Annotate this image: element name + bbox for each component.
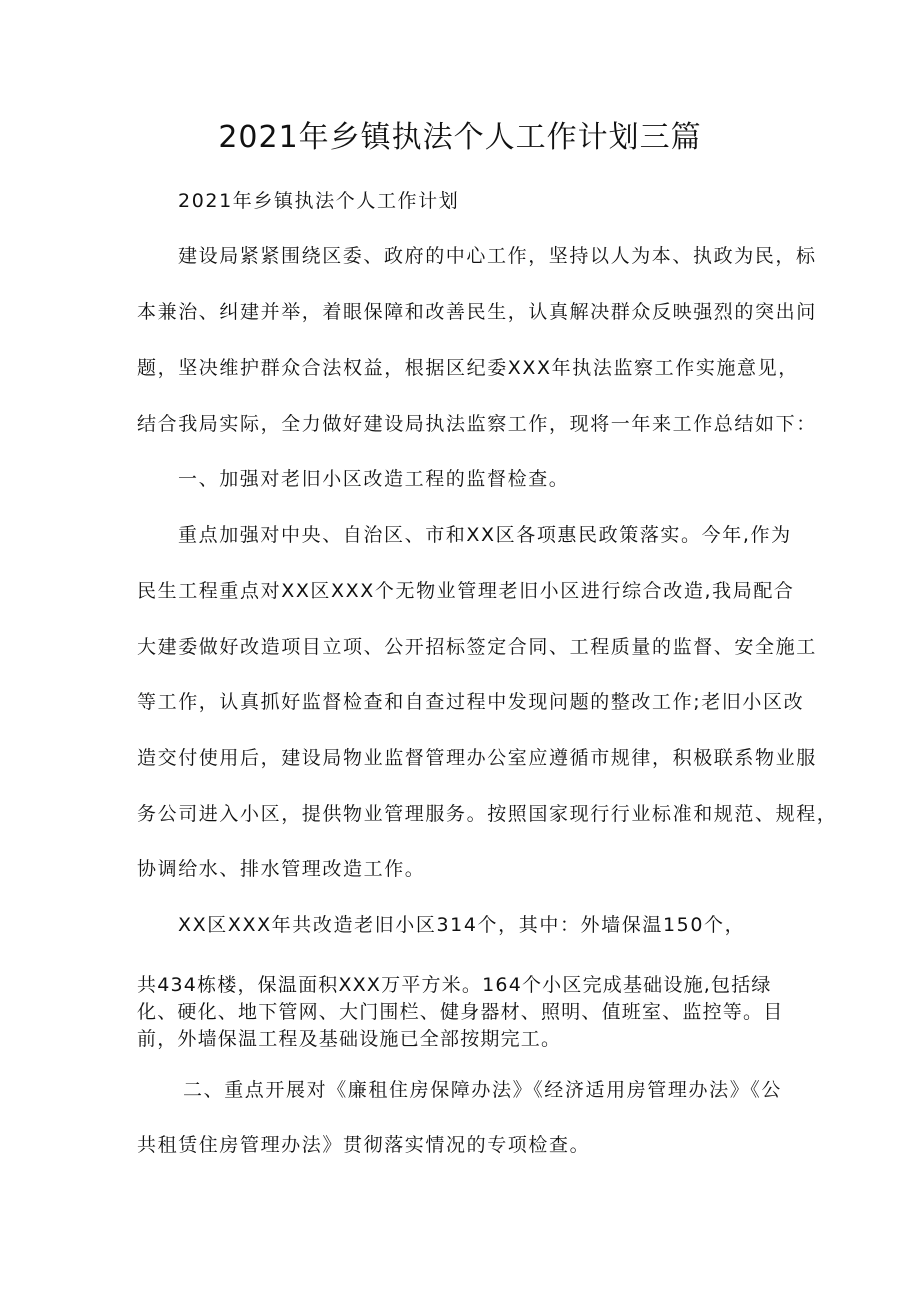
stats-detail-line: 化、硬化、地下管网、大门围栏、健身器材、照明、值班室、监控等。目 — [137, 1001, 784, 1023]
section1-line: 务公司进入小区，提供物业管理服务。按照国家现行行业标准和规范、规程， — [137, 803, 838, 825]
stats-detail-line: 共434栋楼，保温面积XXX万平方米。164个小区完成基础设施,包括绿 — [137, 974, 772, 996]
section1-line: 协调给水、排水管理改造工作。 — [137, 858, 426, 880]
intro-line: 题，坚决维护群众合法权益，根据区纪委XXX年执法监察工作实施意见， — [137, 357, 799, 379]
document-title: 2021年乡镇执法个人工作计划三篇 — [218, 120, 702, 155]
section1-line: 民生工程重点对XX区XXX个无物业管理老旧小区进行综合改造,我局配合 — [137, 580, 795, 602]
stats-detail-line: 前，外墙保温工程及基础设施已全部按期完工。 — [137, 1028, 562, 1050]
section1-line: 造交付使用后，建设局物业监督管理办公室应遵循市规律，积极联系物业服 — [137, 747, 817, 769]
section1-line: 大建委做好改造项目立项、公开招标签定合同、工程质量的监督、安全施工 — [137, 636, 817, 658]
section1-heading: 一、加强对老旧小区改造工程的监督检查。 — [178, 468, 570, 490]
intro-line: 建设局紧紧围绕区委、政府的中心工作，坚持以人为本、执政为民，标 — [178, 245, 817, 267]
intro-line: 结合我局实际，全力做好建设局执法监察工作，现将一年来工作总结如下： — [137, 413, 817, 435]
intro-line: 本兼治、纠建并举，着眼保障和改善民生，认真解决群众反映强烈的突出问 — [137, 301, 817, 323]
section2-line: 二、重点开展对《廉租住房保障办法》《经济适用房管理办法》《公 — [183, 1079, 783, 1101]
stats-line: XX区XXX年共改造老旧小区314个，其中：外墙保温150个， — [178, 914, 746, 936]
section1-line: 重点加强对中央、自治区、市和XX区各项惠民政策落实。今年,作为 — [178, 524, 792, 546]
section2-line: 共租赁住房管理办法》贯彻落实情况的专项检查。 — [137, 1134, 591, 1156]
document-subtitle: 2021年乡镇执法个人工作计划 — [178, 190, 460, 212]
section1-line: 等工作，认真抓好监督检查和自查过程中发现问题的整改工作;老旧小区改 — [137, 691, 805, 713]
